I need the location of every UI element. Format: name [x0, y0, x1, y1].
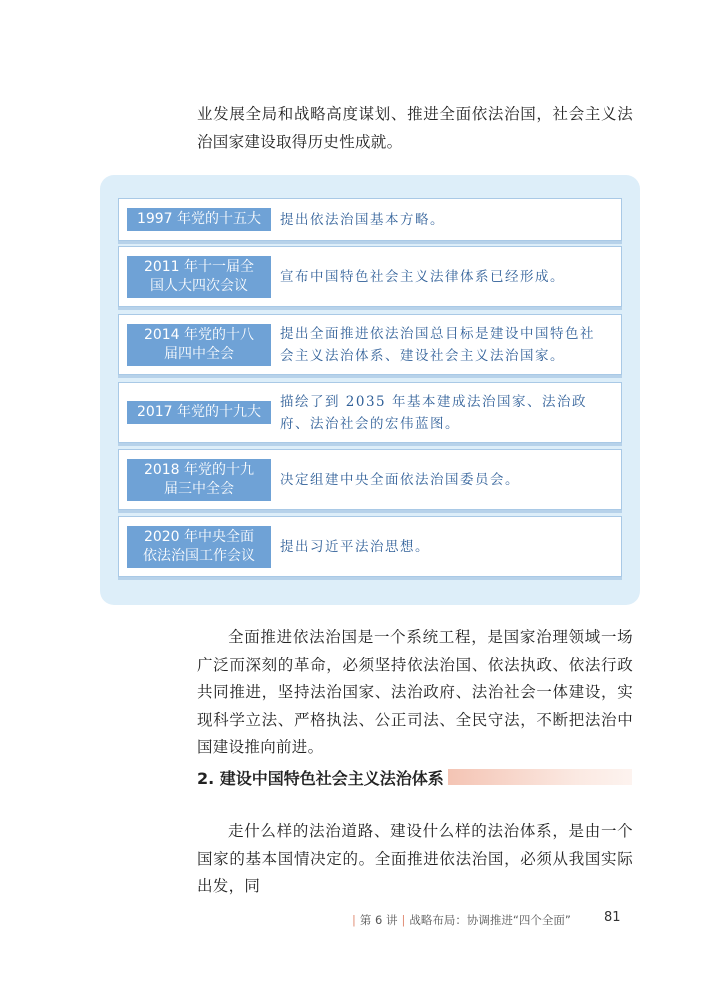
section-heading: 2. 建设中国特色社会主义法治体系	[197, 769, 444, 788]
heading-decoration-bar	[448, 769, 632, 785]
timeline-label: 2011 年十一届全国人大四次会议	[127, 256, 271, 298]
timeline-label: 1997 年党的十五大	[127, 208, 271, 231]
body-paragraph: 全面推进依法治国是一个系统工程，是国家治理领域一场广泛而深刻的革命，必须坚持依法治国、依法执政、依法行政共同推进，坚持法治国家、法治政府、法治社会一体建设，实现科学立法、严格执法、公正司法、全民守法，不断把法治中国建设推向前进。	[197, 628, 633, 756]
timeline-text: 提出习近平法治思想。	[280, 538, 430, 555]
timeline-box	[100, 175, 640, 605]
timeline-text: 决定组建中央全面依法治国委员会。	[280, 471, 520, 488]
timeline-text: 提出全面推进依法治国总目标是建设中国特色社会主义法治体系、建设社会主义法治国家。	[280, 325, 595, 364]
intro-paragraph: 业发展全局和战略高度谋划、推进全面依法治国，社会主义法治国家建设取得历史性成就。	[197, 105, 633, 151]
chapter-title: 战略布局：协调推进“四个全面”	[409, 913, 571, 927]
timeline-label: 2018 年党的十九届三中全会	[127, 459, 271, 501]
timeline-row	[118, 314, 622, 375]
timeline-text: 宣布中国特色社会主义法律体系已经形成。	[280, 268, 565, 285]
body-paragraph: 走什么样的法治道路、建设什么样的法治体系，是由一个国家的基本国情决定的。全面推进依法治国，必须从我国实际出发，同	[197, 822, 633, 895]
timeline-row	[118, 449, 622, 510]
timeline-row	[118, 246, 622, 307]
timeline-label: 2020 年中央全面依法治国工作会议	[127, 526, 271, 568]
page-number: 81	[604, 910, 621, 925]
timeline-label: 2014 年党的十八届四中全会	[127, 324, 271, 366]
timeline-row	[118, 382, 622, 443]
timeline-text: 描绘了到 2035 年基本建成法治国家、法治政府、法治社会的宏伟蓝图。	[280, 393, 587, 432]
lecture-number: 第 6 讲	[359, 913, 398, 927]
timeline-text: 提出依法治国基本方略。	[280, 211, 445, 228]
timeline-row	[118, 516, 622, 577]
timeline-row	[118, 198, 622, 241]
running-footer: | 第 6 讲 | 战略布局：协调推进“四个全面”	[352, 913, 571, 927]
timeline-label: 2017 年党的十九大	[127, 401, 271, 424]
